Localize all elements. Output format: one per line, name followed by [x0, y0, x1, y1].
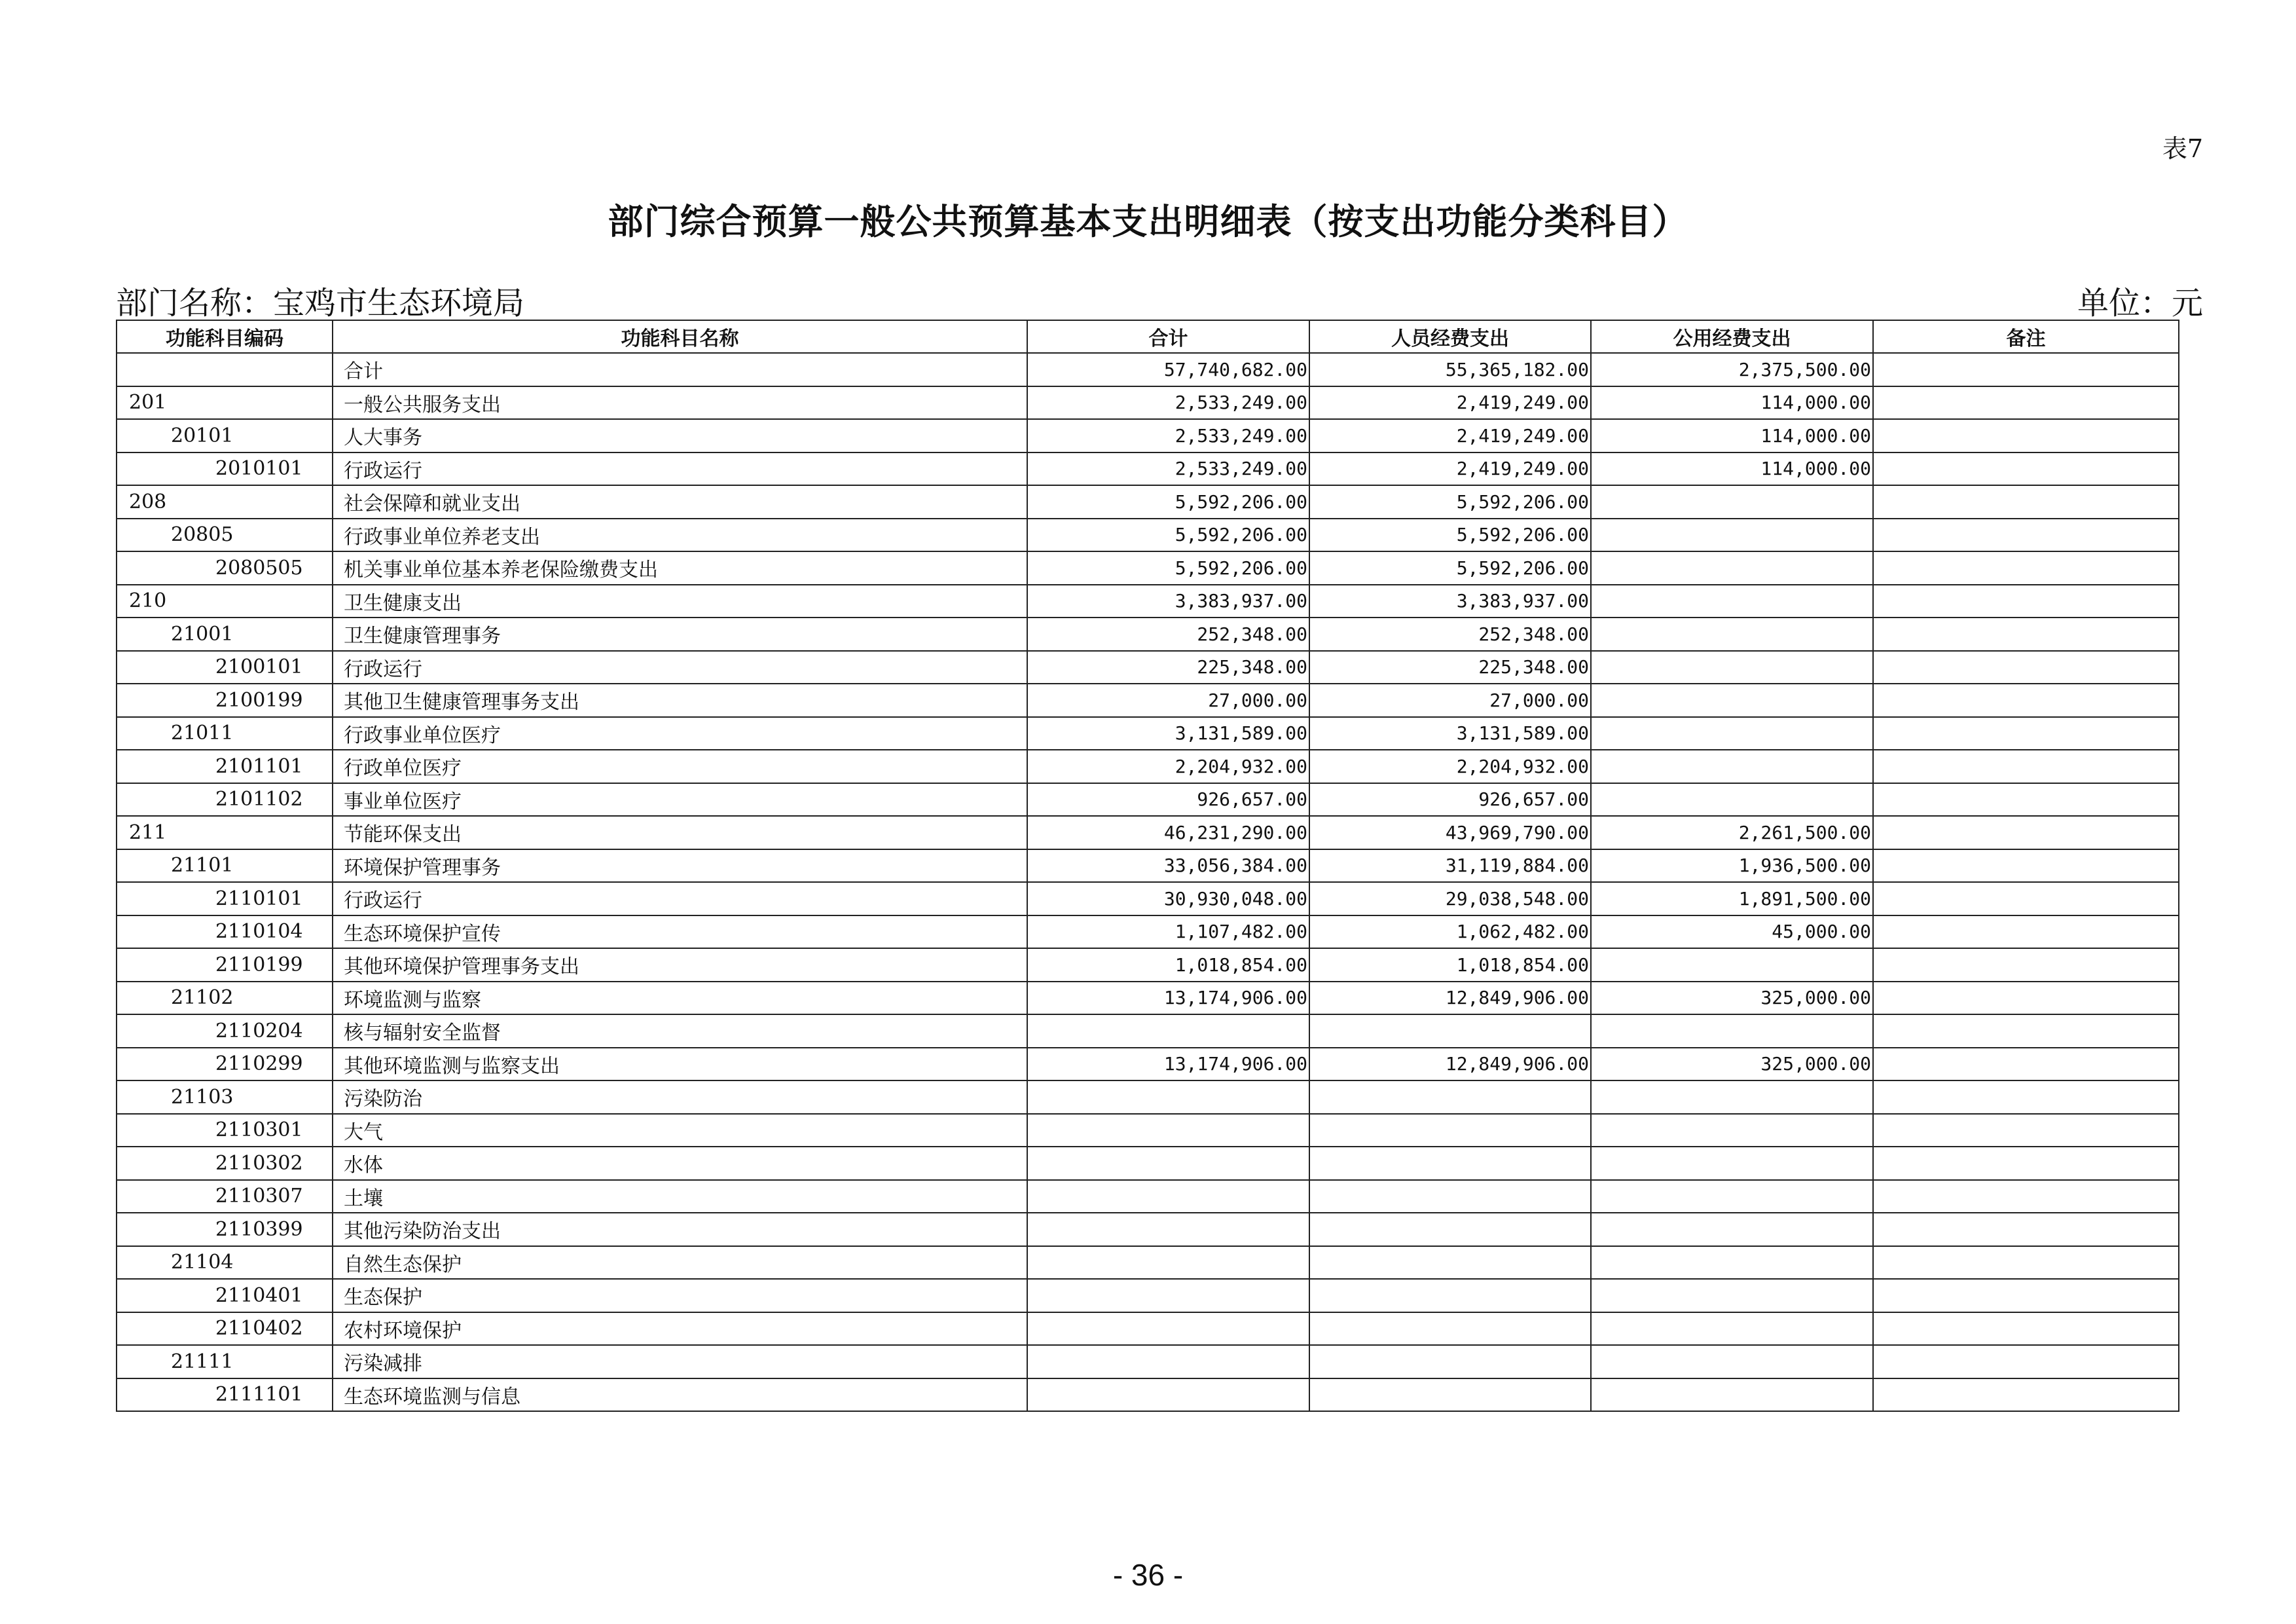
table-row: [117, 750, 2179, 783]
cell-personnel: 5,592,206.00: [1309, 485, 1591, 519]
table-row: [117, 1080, 2179, 1114]
table-row: [117, 783, 2179, 817]
cell-note: [1873, 982, 2179, 1015]
cell-public: [1591, 485, 1873, 519]
cell-personnel: 2,419,249.00: [1309, 419, 1591, 452]
cell-note: [1873, 717, 2179, 750]
cell-name: 土壤: [333, 1180, 1027, 1213]
cell-public: 1,891,500.00: [1591, 882, 1873, 915]
table-row: [117, 1014, 2179, 1048]
department-name: 部门名称：宝鸡市生态环境局: [116, 285, 525, 322]
cell-note: [1873, 585, 2179, 618]
cell-name: 卫生健康管理事务: [333, 618, 1027, 651]
cell-total: [1027, 1246, 1309, 1280]
cell-total: 33,056,384.00: [1027, 849, 1309, 883]
column-header-total: 合计: [1027, 320, 1309, 353]
cell-personnel: 252,348.00: [1309, 618, 1591, 651]
table-row: [117, 684, 2179, 717]
page-number: - 36 -: [1112, 1558, 1184, 1592]
table-row: [117, 519, 2179, 552]
cell-total: [1027, 1114, 1309, 1147]
cell-public: [1591, 1345, 1873, 1378]
table-row: [117, 618, 2179, 651]
cell-total: 13,174,906.00: [1027, 1048, 1309, 1081]
cell-public: [1591, 1213, 1873, 1246]
cell-name: 行政运行: [333, 452, 1027, 486]
budget-table: [116, 320, 2179, 1412]
cell-total: [1027, 1080, 1309, 1114]
table-row: [117, 1147, 2179, 1180]
cell-note: [1873, 1014, 2179, 1048]
cell-note: [1873, 1213, 2179, 1246]
cell-code: 2110401: [117, 1279, 333, 1312]
cell-name: 生态环境保护宣传: [333, 915, 1027, 949]
cell-personnel: [1309, 1014, 1591, 1048]
cell-personnel: [1309, 1378, 1591, 1412]
table-row: [117, 1114, 2179, 1147]
cell-code: 2110299: [117, 1048, 333, 1081]
cell-public: 1,936,500.00: [1591, 849, 1873, 883]
cell-personnel: [1309, 1279, 1591, 1312]
table-number: 表7: [2162, 134, 2203, 163]
cell-total: 225,348.00: [1027, 651, 1309, 684]
cell-personnel: 3,383,937.00: [1309, 585, 1591, 618]
cell-code: 2110302: [117, 1147, 333, 1180]
cell-personnel: [1309, 1180, 1591, 1213]
cell-code: 21103: [117, 1080, 333, 1114]
cell-public: [1591, 1378, 1873, 1412]
cell-personnel: 29,038,548.00: [1309, 882, 1591, 915]
cell-total: 5,592,206.00: [1027, 551, 1309, 585]
cell-name: 生态保护: [333, 1279, 1027, 1312]
cell-name: 环境监测与监察: [333, 982, 1027, 1015]
cell-personnel: 1,062,482.00: [1309, 915, 1591, 949]
cell-public: 45,000.00: [1591, 915, 1873, 949]
table-row: [117, 1312, 2179, 1346]
cell-public: [1591, 1312, 1873, 1346]
table-row: [117, 419, 2179, 452]
cell-total: 5,592,206.00: [1027, 519, 1309, 552]
column-header-public: 公用经费支出: [1591, 320, 1873, 353]
cell-code: 2111101: [117, 1378, 333, 1412]
cell-note: [1873, 452, 2179, 486]
cell-total: 1,107,482.00: [1027, 915, 1309, 949]
cell-public: 2,261,500.00: [1591, 816, 1873, 849]
cell-note: [1873, 386, 2179, 420]
cell-note: [1873, 1114, 2179, 1147]
table-row: [117, 1246, 2179, 1280]
cell-public: [1591, 1180, 1873, 1213]
cell-note: [1873, 1246, 2179, 1280]
cell-code: 2110307: [117, 1180, 333, 1213]
cell-name: 机关事业单位基本养老保险缴费支出: [333, 551, 1027, 585]
cell-total: 252,348.00: [1027, 618, 1309, 651]
cell-name: 农村环境保护: [333, 1312, 1027, 1346]
cell-name: 大气: [333, 1114, 1027, 1147]
column-header-name: 功能科目名称: [333, 320, 1027, 353]
cell-code: 21111: [117, 1345, 333, 1378]
cell-name: 污染防治: [333, 1080, 1027, 1114]
cell-note: [1873, 882, 2179, 915]
cell-personnel: [1309, 1246, 1591, 1280]
cell-code: 2110399: [117, 1213, 333, 1246]
cell-total: 27,000.00: [1027, 684, 1309, 717]
cell-total: 5,592,206.00: [1027, 485, 1309, 519]
cell-code: 2110301: [117, 1114, 333, 1147]
cell-name: 人大事务: [333, 419, 1027, 452]
cell-name: 卫生健康支出: [333, 585, 1027, 618]
cell-public: 325,000.00: [1591, 982, 1873, 1015]
cell-total: 2,533,249.00: [1027, 452, 1309, 486]
cell-public: [1591, 1246, 1873, 1280]
cell-name: 社会保障和就业支出: [333, 485, 1027, 519]
cell-personnel: [1309, 1147, 1591, 1180]
cell-public: [1591, 618, 1873, 651]
cell-personnel: [1309, 1114, 1591, 1147]
cell-name: 生态环境监测与信息: [333, 1378, 1027, 1412]
cell-note: [1873, 1080, 2179, 1114]
cell-total: [1027, 1279, 1309, 1312]
cell-note: [1873, 1345, 2179, 1378]
table-row: [117, 1213, 2179, 1246]
cell-code: [117, 353, 333, 386]
cell-total: 30,930,048.00: [1027, 882, 1309, 915]
cell-note: [1873, 684, 2179, 717]
cell-total: 2,533,249.00: [1027, 419, 1309, 452]
cell-personnel: 12,849,906.00: [1309, 982, 1591, 1015]
table-row: [117, 948, 2179, 982]
cell-public: [1591, 1147, 1873, 1180]
cell-name: 其他环境监测与监察支出: [333, 1048, 1027, 1081]
cell-note: [1873, 419, 2179, 452]
cell-total: [1027, 1312, 1309, 1346]
cell-public: [1591, 1114, 1873, 1147]
table-row: [117, 982, 2179, 1015]
table-row: [117, 353, 2179, 386]
cell-name: 行政事业单位医疗: [333, 717, 1027, 750]
column-header-code: 功能科目编码: [117, 320, 333, 353]
cell-code: 201: [117, 386, 333, 420]
cell-note: [1873, 1279, 2179, 1312]
cell-name: 自然生态保护: [333, 1246, 1027, 1280]
cell-total: 2,533,249.00: [1027, 386, 1309, 420]
cell-personnel: 2,419,249.00: [1309, 386, 1591, 420]
table-header-row: [117, 320, 2179, 353]
cell-total: 3,383,937.00: [1027, 585, 1309, 618]
cell-note: [1873, 485, 2179, 519]
cell-note: [1873, 915, 2179, 949]
cell-personnel: 5,592,206.00: [1309, 551, 1591, 585]
cell-code: 21102: [117, 982, 333, 1015]
cell-name: 事业单位医疗: [333, 783, 1027, 817]
cell-code: 2110101: [117, 882, 333, 915]
cell-code: 20805: [117, 519, 333, 552]
cell-personnel: 31,119,884.00: [1309, 849, 1591, 883]
cell-personnel: 12,849,906.00: [1309, 1048, 1591, 1081]
cell-note: [1873, 651, 2179, 684]
cell-name: 其他污染防治支出: [333, 1213, 1027, 1246]
table-row: [117, 1048, 2179, 1081]
cell-code: 2010101: [117, 452, 333, 486]
cell-code: 210: [117, 585, 333, 618]
cell-total: [1027, 1378, 1309, 1412]
cell-note: [1873, 750, 2179, 783]
cell-name: 核与辐射安全监督: [333, 1014, 1027, 1048]
cell-name: 一般公共服务支出: [333, 386, 1027, 420]
cell-code: 2110104: [117, 915, 333, 949]
table-row: [117, 816, 2179, 849]
cell-name: 节能环保支出: [333, 816, 1027, 849]
cell-total: 13,174,906.00: [1027, 982, 1309, 1015]
cell-name: 行政运行: [333, 882, 1027, 915]
cell-public: [1591, 519, 1873, 552]
cell-note: [1873, 783, 2179, 817]
cell-name: 行政单位医疗: [333, 750, 1027, 783]
cell-public: [1591, 948, 1873, 982]
cell-public: [1591, 651, 1873, 684]
cell-public: [1591, 1014, 1873, 1048]
cell-total: [1027, 1180, 1309, 1213]
cell-personnel: [1309, 1213, 1591, 1246]
page-title: 部门综合预算一般公共预算基本支出明细表（按支出功能分类科目）: [608, 201, 1688, 242]
cell-note: [1873, 948, 2179, 982]
cell-personnel: 5,592,206.00: [1309, 519, 1591, 552]
cell-code: 2100199: [117, 684, 333, 717]
cell-note: [1873, 551, 2179, 585]
cell-name: 行政事业单位养老支出: [333, 519, 1027, 552]
cell-name: 其他环境保护管理事务支出: [333, 948, 1027, 982]
cell-public: [1591, 684, 1873, 717]
table-row: [117, 882, 2179, 915]
cell-note: [1873, 1180, 2179, 1213]
cell-code: 2101101: [117, 750, 333, 783]
cell-personnel: 55,365,182.00: [1309, 353, 1591, 386]
cell-personnel: 926,657.00: [1309, 783, 1591, 817]
cell-personnel: 2,204,932.00: [1309, 750, 1591, 783]
cell-personnel: [1309, 1080, 1591, 1114]
cell-code: 21001: [117, 618, 333, 651]
cell-note: [1873, 816, 2179, 849]
cell-note: [1873, 618, 2179, 651]
cell-note: [1873, 1048, 2179, 1081]
cell-total: 1,018,854.00: [1027, 948, 1309, 982]
currency-unit: 单位：元: [2077, 285, 2203, 322]
cell-personnel: [1309, 1345, 1591, 1378]
table-row: [117, 849, 2179, 883]
column-header-personnel: 人员经费支出: [1309, 320, 1591, 353]
cell-total: 57,740,682.00: [1027, 353, 1309, 386]
cell-public: 325,000.00: [1591, 1048, 1873, 1081]
table-row: [117, 452, 2179, 486]
cell-total: 3,131,589.00: [1027, 717, 1309, 750]
cell-personnel: 2,419,249.00: [1309, 452, 1591, 486]
table-row: [117, 1279, 2179, 1312]
cell-public: 114,000.00: [1591, 452, 1873, 486]
cell-note: [1873, 353, 2179, 386]
table-row: [117, 1345, 2179, 1378]
cell-note: [1873, 1147, 2179, 1180]
cell-total: 926,657.00: [1027, 783, 1309, 817]
table-row: [117, 717, 2179, 750]
cell-public: [1591, 585, 1873, 618]
cell-code: 2080505: [117, 551, 333, 585]
cell-code: 2100101: [117, 651, 333, 684]
table-row: [117, 1180, 2179, 1213]
cell-name: 水体: [333, 1147, 1027, 1180]
table-row: [117, 485, 2179, 519]
cell-code: 21104: [117, 1246, 333, 1280]
cell-code: 208: [117, 485, 333, 519]
cell-personnel: 225,348.00: [1309, 651, 1591, 684]
table-row: [117, 585, 2179, 618]
cell-total: [1027, 1213, 1309, 1246]
cell-public: [1591, 1080, 1873, 1114]
cell-name: 其他卫生健康管理事务支出: [333, 684, 1027, 717]
cell-code: 2110204: [117, 1014, 333, 1048]
cell-personnel: 3,131,589.00: [1309, 717, 1591, 750]
cell-note: [1873, 519, 2179, 552]
cell-public: 2,375,500.00: [1591, 353, 1873, 386]
cell-personnel: 1,018,854.00: [1309, 948, 1591, 982]
table-row: [117, 551, 2179, 585]
cell-name: 行政运行: [333, 651, 1027, 684]
cell-name: 合计: [333, 353, 1027, 386]
cell-public: 114,000.00: [1591, 386, 1873, 420]
cell-public: [1591, 750, 1873, 783]
cell-public: [1591, 783, 1873, 817]
cell-personnel: 27,000.00: [1309, 684, 1591, 717]
cell-note: [1873, 1378, 2179, 1412]
cell-note: [1873, 849, 2179, 883]
cell-note: [1873, 1312, 2179, 1346]
cell-personnel: [1309, 1312, 1591, 1346]
cell-name: 环境保护管理事务: [333, 849, 1027, 883]
cell-total: 46,231,290.00: [1027, 816, 1309, 849]
cell-public: [1591, 551, 1873, 585]
column-header-note: 备注: [1873, 320, 2179, 353]
cell-total: [1027, 1345, 1309, 1378]
cell-public: [1591, 1279, 1873, 1312]
cell-personnel: 43,969,790.00: [1309, 816, 1591, 849]
cell-total: 2,204,932.00: [1027, 750, 1309, 783]
cell-public: 114,000.00: [1591, 419, 1873, 452]
cell-name: 污染减排: [333, 1345, 1027, 1378]
cell-public: [1591, 717, 1873, 750]
cell-code: 2110199: [117, 948, 333, 982]
cell-code: 20101: [117, 419, 333, 452]
table-row: [117, 1378, 2179, 1412]
cell-code: 2110402: [117, 1312, 333, 1346]
table-row: [117, 651, 2179, 684]
cell-total: [1027, 1014, 1309, 1048]
cell-code: 21101: [117, 849, 333, 883]
cell-code: 2101102: [117, 783, 333, 817]
table-row: [117, 386, 2179, 420]
cell-code: 211: [117, 816, 333, 849]
cell-code: 21011: [117, 717, 333, 750]
table-row: [117, 915, 2179, 949]
cell-total: [1027, 1147, 1309, 1180]
